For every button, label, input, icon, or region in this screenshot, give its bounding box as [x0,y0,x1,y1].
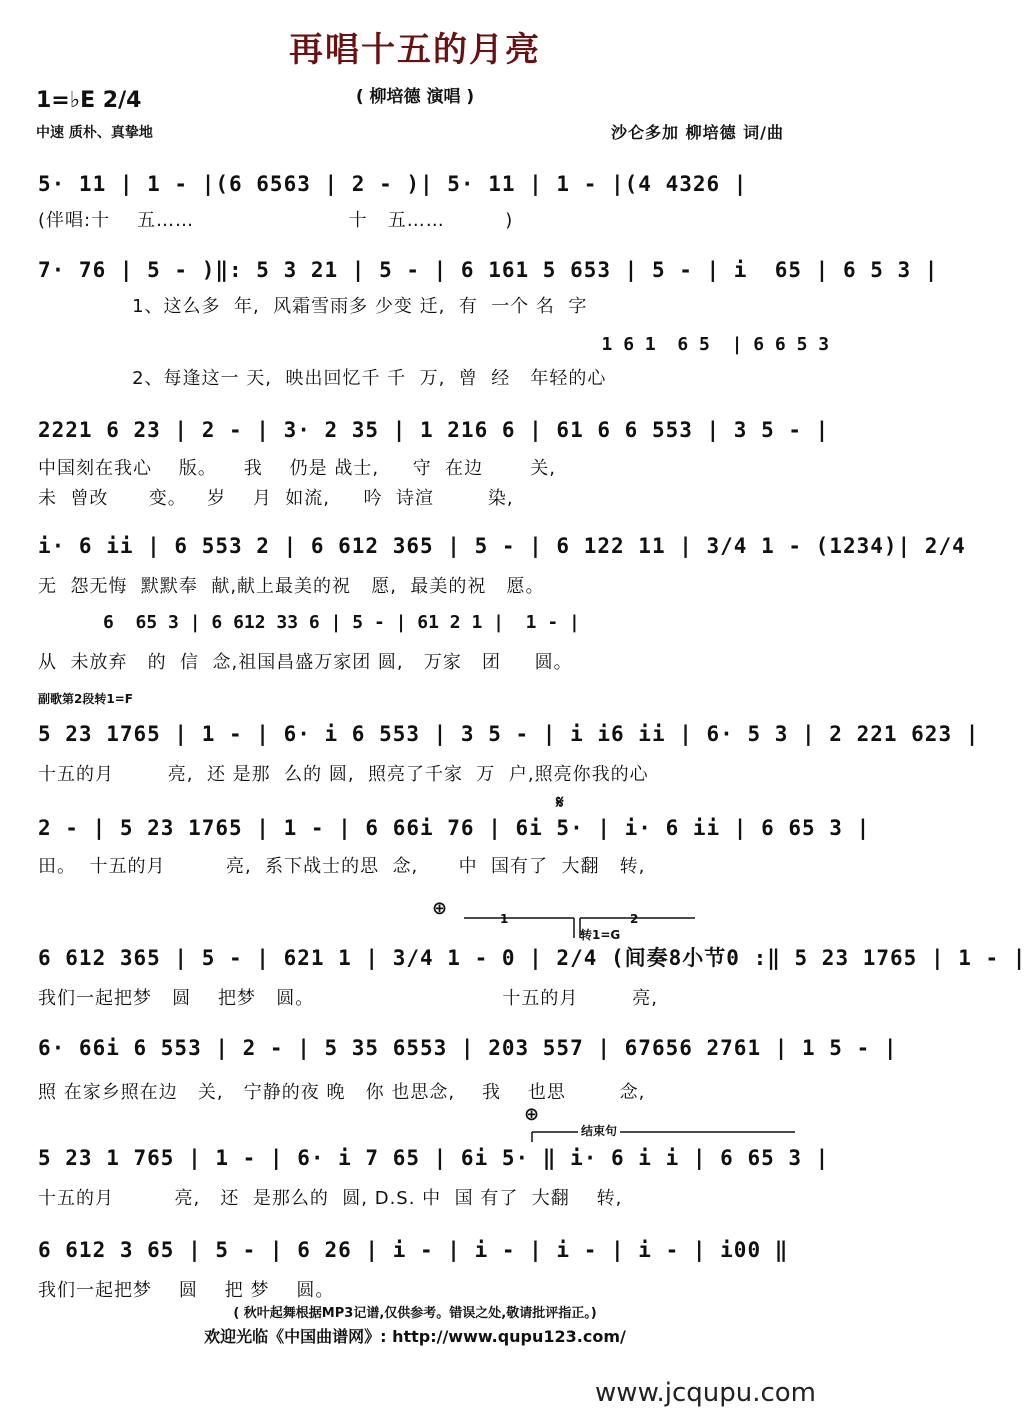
lyric-line-11: 照 在家乡照在边 关, 宁静的夜 晚 你 也思念, 我 也思 念, [38,1082,646,1103]
lyric-line-12: 十五的月 亮, 还 是那么的 圆, D.S. 中 国 有了 大翻 转, [38,1188,623,1209]
key-signature: 1=♭E 2/4 [36,88,142,113]
ending-label: 结束句 [578,1122,620,1139]
score-line-3: 2221 6 23 | 2 - | 3· 2 35 | 1 216 6 | 61 6 6 553 | 3 5 - | [38,418,830,442]
singer-credit: ( 柳培德 演唱 ) [355,87,475,107]
ending-bracket [530,1124,800,1144]
lyric-line-3: 2、每逢这一 天, 映出回忆千 千 万, 曾 经 年轻的心 [38,368,607,389]
lyric-line-10: 我们一起把梦 圆 把梦 圆。 十五的月 亮, [38,988,658,1009]
modulation-label: 转1=G [580,928,621,942]
watermark: www.jcqupu.com [595,1378,816,1408]
page-title: 再唱十五的月亮 [289,30,541,70]
score-line-8: 6· 66i 6 553 | 2 - | 5 35 6553 | 203 557 | 67656 2761 | 1 5 - | [38,1036,898,1060]
lyric-line-4: 中国刻在我心 版。 我 仍是 战士, 守 在边 关, [38,458,556,479]
volta-1-label: 1 [500,912,509,926]
lyric-line-7: 从 未放弃 的 信 念,祖国昌盛万家团 圆, 万家 团 圆。 [38,652,573,673]
tempo-marking: 中速 质朴、真挚地 [36,125,153,141]
score-line-10: 6 612 3 65 | 5 - | 6 26 | i - | i - | i - | i - | i00 ‖ [38,1238,789,1262]
volta-2-label: 2 [630,912,639,926]
segno-icon: 𝄋 [556,792,564,813]
lyric-line-13: 我们一起把梦 圆 把 梦 圆。 [38,1280,335,1301]
score-line-6: 2 - | 5 23 1765 | 1 - | 6 66i 76 | 6i 5· | i· 6 ii | 6 65 3 | [38,816,871,840]
score-line-2: 7· 76 | 5 - )‖: 5 3 21 | 5 - | 6 161 5 653 | 5 - | i 65 | 6 5 3 | [38,258,939,282]
composer-credit: 沙仑多加 柳培德 词/曲 [611,123,784,142]
coda-icon-ending: ⊕ [524,1104,540,1125]
score-line-1: 5· 11 | 1 - |(6 6563 | 2 - )| 5· 11 | 1 - |(4 4326 | [38,172,748,196]
lyric-line-9: 田。 十五的月 亮, 系下战士的思 念, 中 国有了 大翻 转, [38,856,646,877]
variant-score-line-2: 6 65 3 | 6 612 33 6 | 5 - | 61 2 1 | 1 - | [38,612,580,633]
chorus-note: 副歌第2段转1=F [38,692,133,706]
lyric-line-8: 十五的月 亮, 还 是那 么的 圆, 照亮了千家 万 户,照亮你我的心 [38,764,649,785]
variant-score-line-1: 1 6 1 6 5 | 6 6 5 3 [38,334,830,355]
volta-brackets [440,912,700,942]
transcriber-note: ( 秋叶起舞根据MP3记谱,仅供参考。错误之处,敬请批评指正。) [233,1306,597,1321]
score-line-9: 5 23 1 765 | 1 - | 6· i 7 65 | 6i 5· ‖ i· 6 i i | 6 65 3 | [38,1146,830,1170]
lyric-line-6: 无 怨无悔 默默奉 献,献上最美的祝 愿, 最美的祝 愿。 [38,576,545,597]
score-line-7: 6 612 365 | 5 - | 621 1 | 3/4 1 - 0 | 2/4 (间奏8小节0 :‖ 5 23 1765 | 1 - | [38,946,1026,970]
lyric-line-5: 未 曾改 变。 岁 月 如流, 吟 诗渲 染, [38,488,514,509]
coda-icon: ⊕ [432,898,448,919]
score-line-5: 5 23 1765 | 1 - | 6· i 6 553 | 3 5 - | i i6 ii | 6· 5 3 | 2 221 623 | [38,722,980,746]
lyric-line-2: 1、这么多 年, 风霜雪雨多 少变 迁, 有 一个 名 字 [38,296,588,317]
site-link[interactable]: 欢迎光临《中国曲谱网》: http://www.qupu123.com/ [204,1327,626,1346]
lyric-line-1: (伴唱:十 五…… 十 五…… ) [38,210,514,231]
score-line-4: i· 6 ii | 6 553 2 | 6 612 365 | 5 - | 6 122 11 | 3/4 1 - (1234)| 2/4 [38,534,966,558]
